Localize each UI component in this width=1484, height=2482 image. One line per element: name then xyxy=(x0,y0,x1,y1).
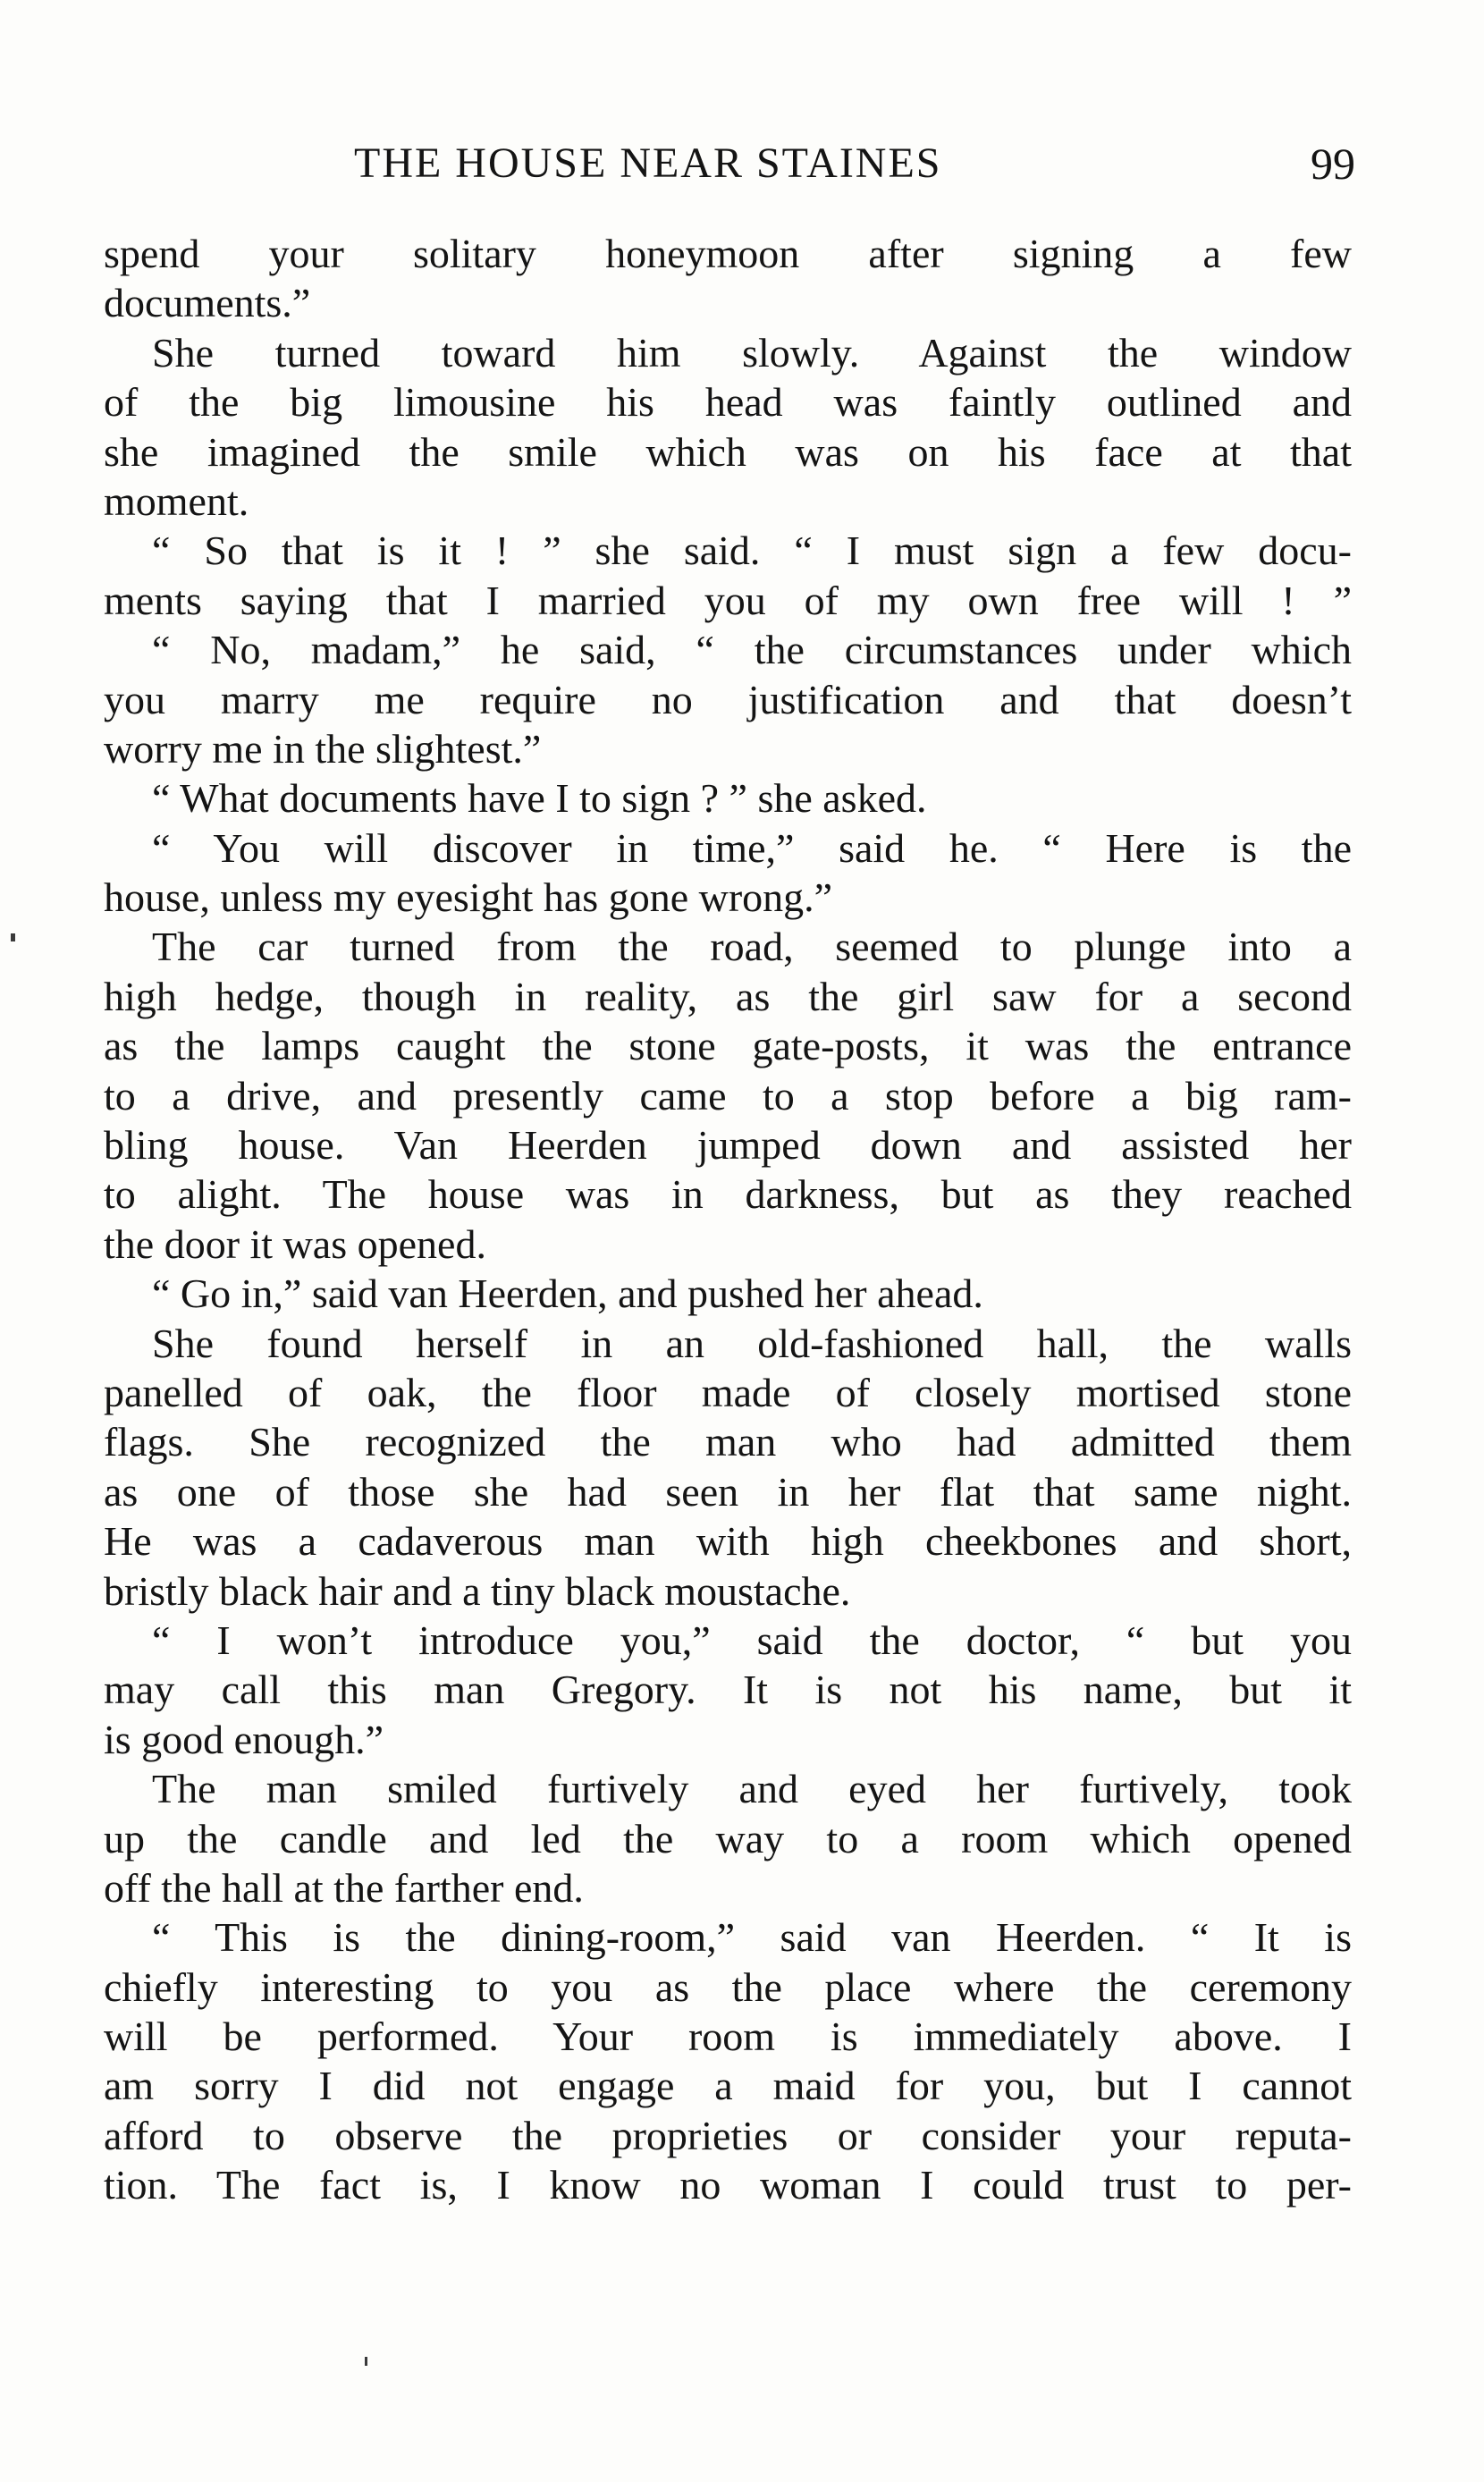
text-line: The car turned from the road, seemed to plunge into a xyxy=(152,924,1352,970)
text-line: to alight. The house was in darkness, but as they reached xyxy=(104,1171,1352,1218)
text-line: tion. The fact is, I know no woman I could trust to per- xyxy=(104,2162,1352,2208)
page-number: 99 xyxy=(1311,139,1355,189)
text-line: spend your solitary honeymoon after signing a few xyxy=(104,231,1352,276)
text-line: as the lamps caught the stone gate-posts, it was the entrance xyxy=(104,1023,1352,1069)
text-line: “ What documents have I to sign ? ” she asked. xyxy=(152,775,927,822)
text-line: may call this man Gregory. It is not his name, but it xyxy=(104,1667,1352,1713)
text-line: house, unless my eyesight has gone wrong.” xyxy=(104,874,833,921)
text-line: “ Go in,” said van Heerden, and pushed her ahead. xyxy=(152,1271,983,1317)
text-line: to a drive, and presently came to a stop before a big ram- xyxy=(104,1072,1352,1119)
running-head xyxy=(104,132,1355,195)
text-line: am sorry I did not engage a maid for you, but I cannot xyxy=(104,2063,1352,2109)
text-line: “ I won’t introduce you,” said the doctor, “ but you xyxy=(152,1617,1352,1663)
text-line: “ No, madam,” he said, “ the circumstances under which xyxy=(152,627,1352,673)
text-line: up the candle and led the way to a room which opened xyxy=(104,1815,1352,1862)
text-line: the door it was opened. xyxy=(104,1220,486,1267)
text-line: bristly black hair and a tiny black moustache. xyxy=(104,1567,851,1614)
text-line: worry me in the slightest.” xyxy=(104,725,542,772)
text-line: as one of those she had seen in her flat that same night. xyxy=(104,1468,1352,1515)
text-line: She turned toward him slowly. Against the window xyxy=(152,329,1352,376)
text-line: high hedge, though in reality, as the girl saw for a second xyxy=(104,973,1352,1019)
text-line: bling house. Van Heerden jumped down and assisted her xyxy=(104,1122,1352,1169)
text-line: chiefly interesting to you as the place where the ceremony xyxy=(104,1963,1352,2010)
text-line: She found herself in an old-fashioned hall, the walls xyxy=(152,1320,1352,1366)
text-line: you marry me require no justification and that doesn’t xyxy=(104,676,1352,722)
text-line: He was a cadaverous man with high cheekbones and short, xyxy=(104,1518,1352,1565)
text-line: she imagined the smile which was on his face at that xyxy=(104,428,1352,475)
text-line: off the hall at the farther end. xyxy=(104,1864,584,1911)
text-line: The man smiled furtively and eyed her furtively, took xyxy=(152,1766,1352,1812)
text-line: of the big limousine his head was faintly outlined and xyxy=(104,379,1352,426)
text-line: moment. xyxy=(104,477,249,524)
body-text xyxy=(104,229,1352,2210)
text-line: panelled of oak, the floor made of closely mortised stone xyxy=(104,1369,1352,1415)
text-line: “ This is the dining-room,” said van Heerden. “ It is xyxy=(152,1914,1352,1961)
text-line: will be performed. Your room is immediately above. I xyxy=(104,2013,1352,2060)
text-line: ments saying that I married you of my own free will ! ” xyxy=(104,577,1352,623)
text-line: “ You will discover in time,” said he. “ Here is the xyxy=(152,824,1352,871)
text-line: afford to observe the proprieties or consider your reputa- xyxy=(104,2112,1352,2158)
stray-ink-mark xyxy=(365,2357,367,2366)
text-line: “ So that is it ! ” she said. “ I must sign a few docu- xyxy=(152,528,1352,574)
stray-ink-mark xyxy=(11,933,15,941)
text-line: flags. She recognized the man who had admitted them xyxy=(104,1419,1352,1465)
text-line: is good enough.” xyxy=(104,1716,384,1762)
running-title: THE HOUSE NEAR STAINES xyxy=(354,139,942,187)
text-line: documents.” xyxy=(104,280,311,326)
